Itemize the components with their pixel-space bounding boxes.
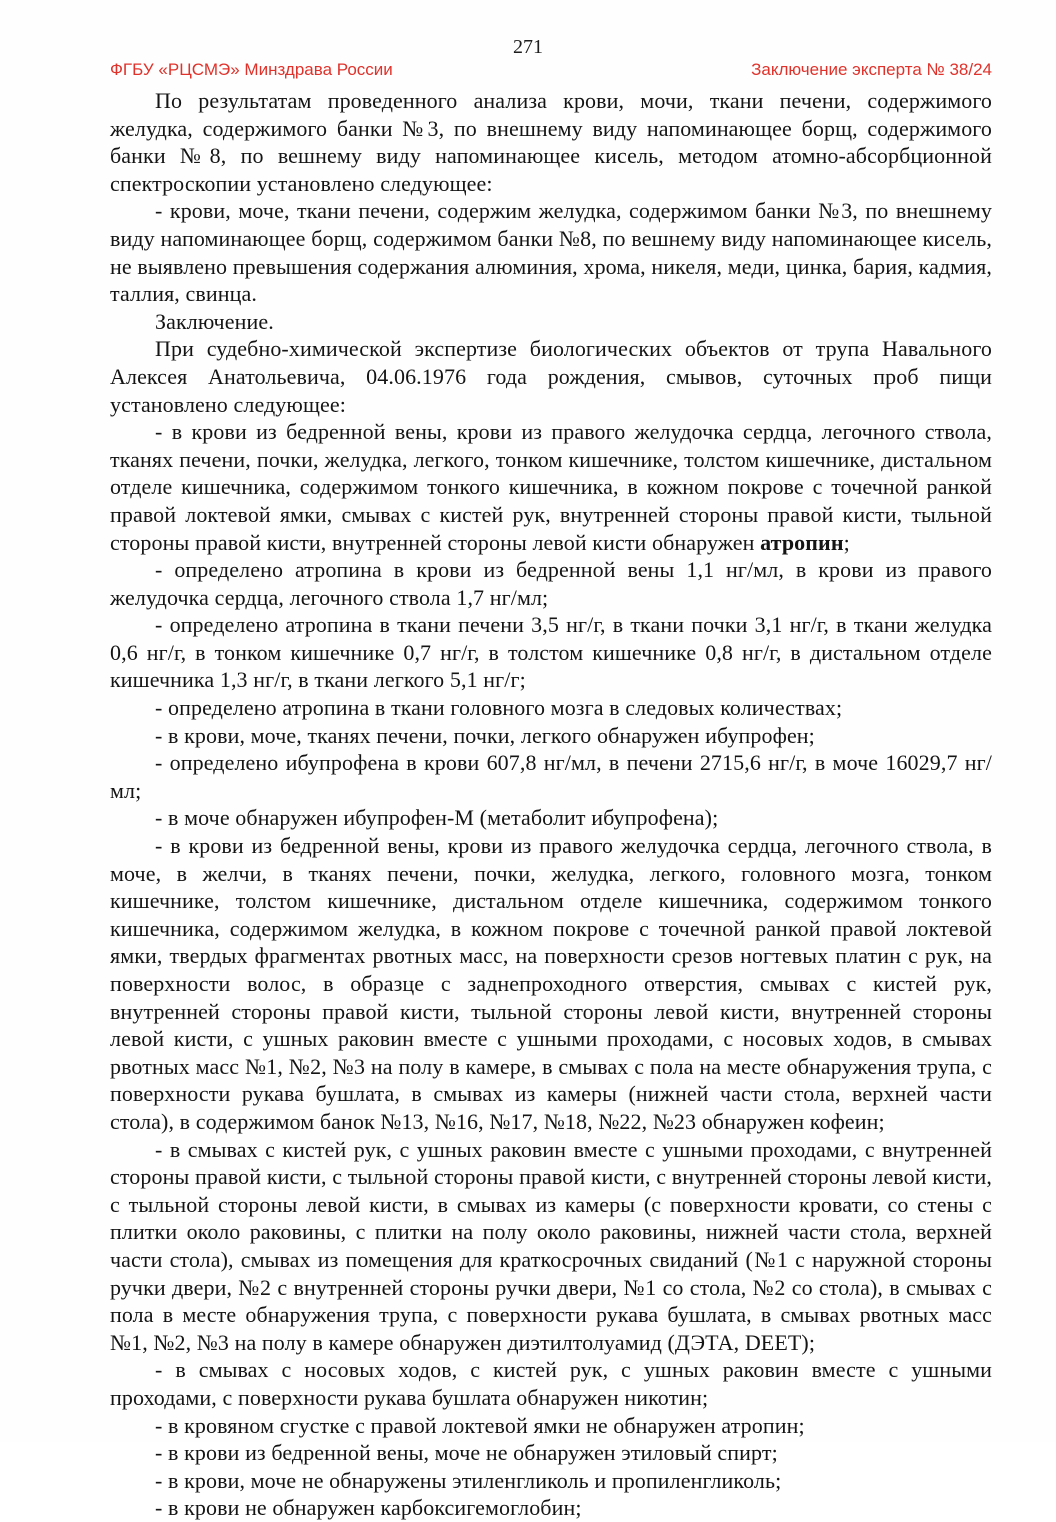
paragraph [110,1494,992,1522]
paragraph [110,197,992,307]
paragraph [110,722,992,750]
paragraph-text: По результатам проведенного анализа крови, мочи, ткани печени, содержимого желудка, содержимого банки №3, по внешнему виду напоминающее борщ, содержимого банки №8, по вешнему виду напоминающее кисель, методом атомно-абсорбционной спектроскопии установлено следующее: [110,88,992,196]
paragraph-text: - определено ибупрофена в крови 607,8 нг/мл, в печени 2715,6 нг/г, в моче 16029,7 нг/мл; [110,750,992,803]
paragraph [110,749,992,804]
paragraph [110,832,992,1136]
paragraph [110,1467,992,1495]
paragraph [110,1136,992,1357]
paragraph-text: - в кровяном сгустке с правой локтевой ямки не обнаружен атропин; [155,1412,805,1438]
paragraph-text: ; [843,529,850,555]
emphasized-substance: атропин [760,529,844,555]
paragraph-text: - в смывах с носовых ходов, с кистей рук, с ушных раковин вместе с ушными проходами, с поверхности рукава бушлата обнаружен никотин; [110,1357,992,1410]
paragraph [110,418,992,556]
paragraph [110,556,992,611]
paragraph-text: Заключение. [155,308,274,334]
paragraph [110,308,992,336]
page-header [110,60,992,80]
paragraph-text: - крови, моче, ткани печени, содержим желудка, содержимом банки №3, по внешнему виду напоминающее борщ, содержимом банки №8, по вешнему виду напоминающее кисель, не выявлено превышения содержания алюминия, хрома, никеля, меди, цинка, бария, кадмия, таллия, свинца. [110,198,992,307]
header-report-title: Заключение эксперта № 38/24 [751,60,992,79]
paragraph-text: - определено атропина в крови из бедренной вены 1,1 нг/мл, в крови из правого желудочка сердца, легочного ствола 1,7 нг/мл; [110,557,992,610]
paragraph-text: - определено атропина в ткани печени 3,5 нг/г, в ткани почки 3,1 нг/г, в ткани желудка 0,6 нг/г, в тонком кишечнике 0,7 нг/г, в толстом кишечнике 0,8 нг/г, в дистальном отделе кишечника 1,3 нг/г, в ткани легкого 5,1 нг/г; [110,612,992,693]
paragraph-text: - определено атропина в ткани головного мозга в следовых количествах; [155,695,843,721]
page-number: 271 [513,36,543,58]
document-body [110,87,992,1522]
paragraph [110,87,992,197]
header-organization: ФГБУ «РЦСМЭ» Минздрава России [110,60,393,79]
paragraph-text: При судебно-химической экспертизе биологических объектов от трупа Навального Алексея Анатольевича, 04.06.1976 года рождения, смывов, суточных проб пищи установлено следующее: [110,336,992,417]
paragraph [110,1356,992,1411]
paragraph [110,335,992,418]
paragraph-text: - в смывах с кистей рук, с ушных раковин вместе с ушными проходами, с внутренней стороны правой кисти, с тыльной стороны правой кисти, с внутренней стороны левой кисти, с тыльной стороны левой кисти, в смывах из камеры (с поверхности кровати, со стены с плитки около раковины, с плитки на полу около раковины, нижней части стола, верхней части стола), смывах из помещения для краткосрочных свиданий (№1 с наружной стороны ручки двери, №2 с внутренней стороны ручки двери, №1 со стола, №2 со стола), в смывах с пола в месте обнаружения трупа, с поверхности рукава бушлата, в смывах рвотных масс №1, №2, №3 на полу в камере обнаружен диэтилтолуамид (ДЭТА, DEET); [110,1136,992,1355]
paragraph-text: - в крови не обнаружен карбоксигемоглобин; [155,1495,582,1521]
paragraph [110,611,992,694]
paragraph [110,804,992,832]
paragraph-text: - в крови из бедренной вены, моче не обнаружен этиловый спирт; [155,1440,778,1466]
paragraph [110,1439,992,1467]
paragraph [110,694,992,722]
paragraph-text: - в крови, моче, тканях печени, почки, легкого обнаружен ибупрофен; [155,722,815,748]
paragraph [110,1412,992,1440]
paragraph-text: - в моче обнаружен ибупрофен-М (метаболит ибупрофена); [155,805,719,831]
paragraph-text: - в крови, моче не обнаружены этиленгликоль и пропиленгликоль; [155,1467,782,1493]
paragraph-text: - в крови из бедренной вены, крови из правого желудочка сердца, легочного ствола, в моче, в желчи, в тканях печени, почки, желудка, легкого, головного мозга, тонком кишечнике, толстом кишечнике, дистальном отделе кишечника, содержимом тонкого кишечника, содержимом желудка, в кожном покрове с точечной ранкой правой локтевой ямки, твердых фрагментах рвотных масс, на поверхности срезов ногтевых платин с рук, на поверхности волос, в образце с заднепроходного отверстия, смывах с кистей рук, внутренней стороны правой кисти, тыльной стороны левой кисти, внутренней стороны левой кисти, с ушных раковин вместе с ушными проходами, с носовых ходов, в смывах рвотных масс №1, №2, №3 на полу в камере, в смывах с пола на месте обнаружения трупа, с поверхности рукава бушлата, в смывах из камеры (нижней части стола, верхней части стола), в содержимом банок №13, №16, №17, №18, №22, №23 обнаружен кофеин; [110,833,992,1134]
paragraph-text: - в крови из бедренной вены, крови из правого желудочка сердца, легочного ствола, тканях печени, почки, желудка, легкого, тонком кишечнике, толстом кишечнике, дистальном отделе кишечника, содержимом тонкого кишечника, в кожном покрове с точечной ранкой правой локтевой ямки, смывах с кистей рук, внутренней стороны правой кисти, тыльной стороны правой кисти, внутренней стороны левой кисти обнаружен [110,419,992,555]
